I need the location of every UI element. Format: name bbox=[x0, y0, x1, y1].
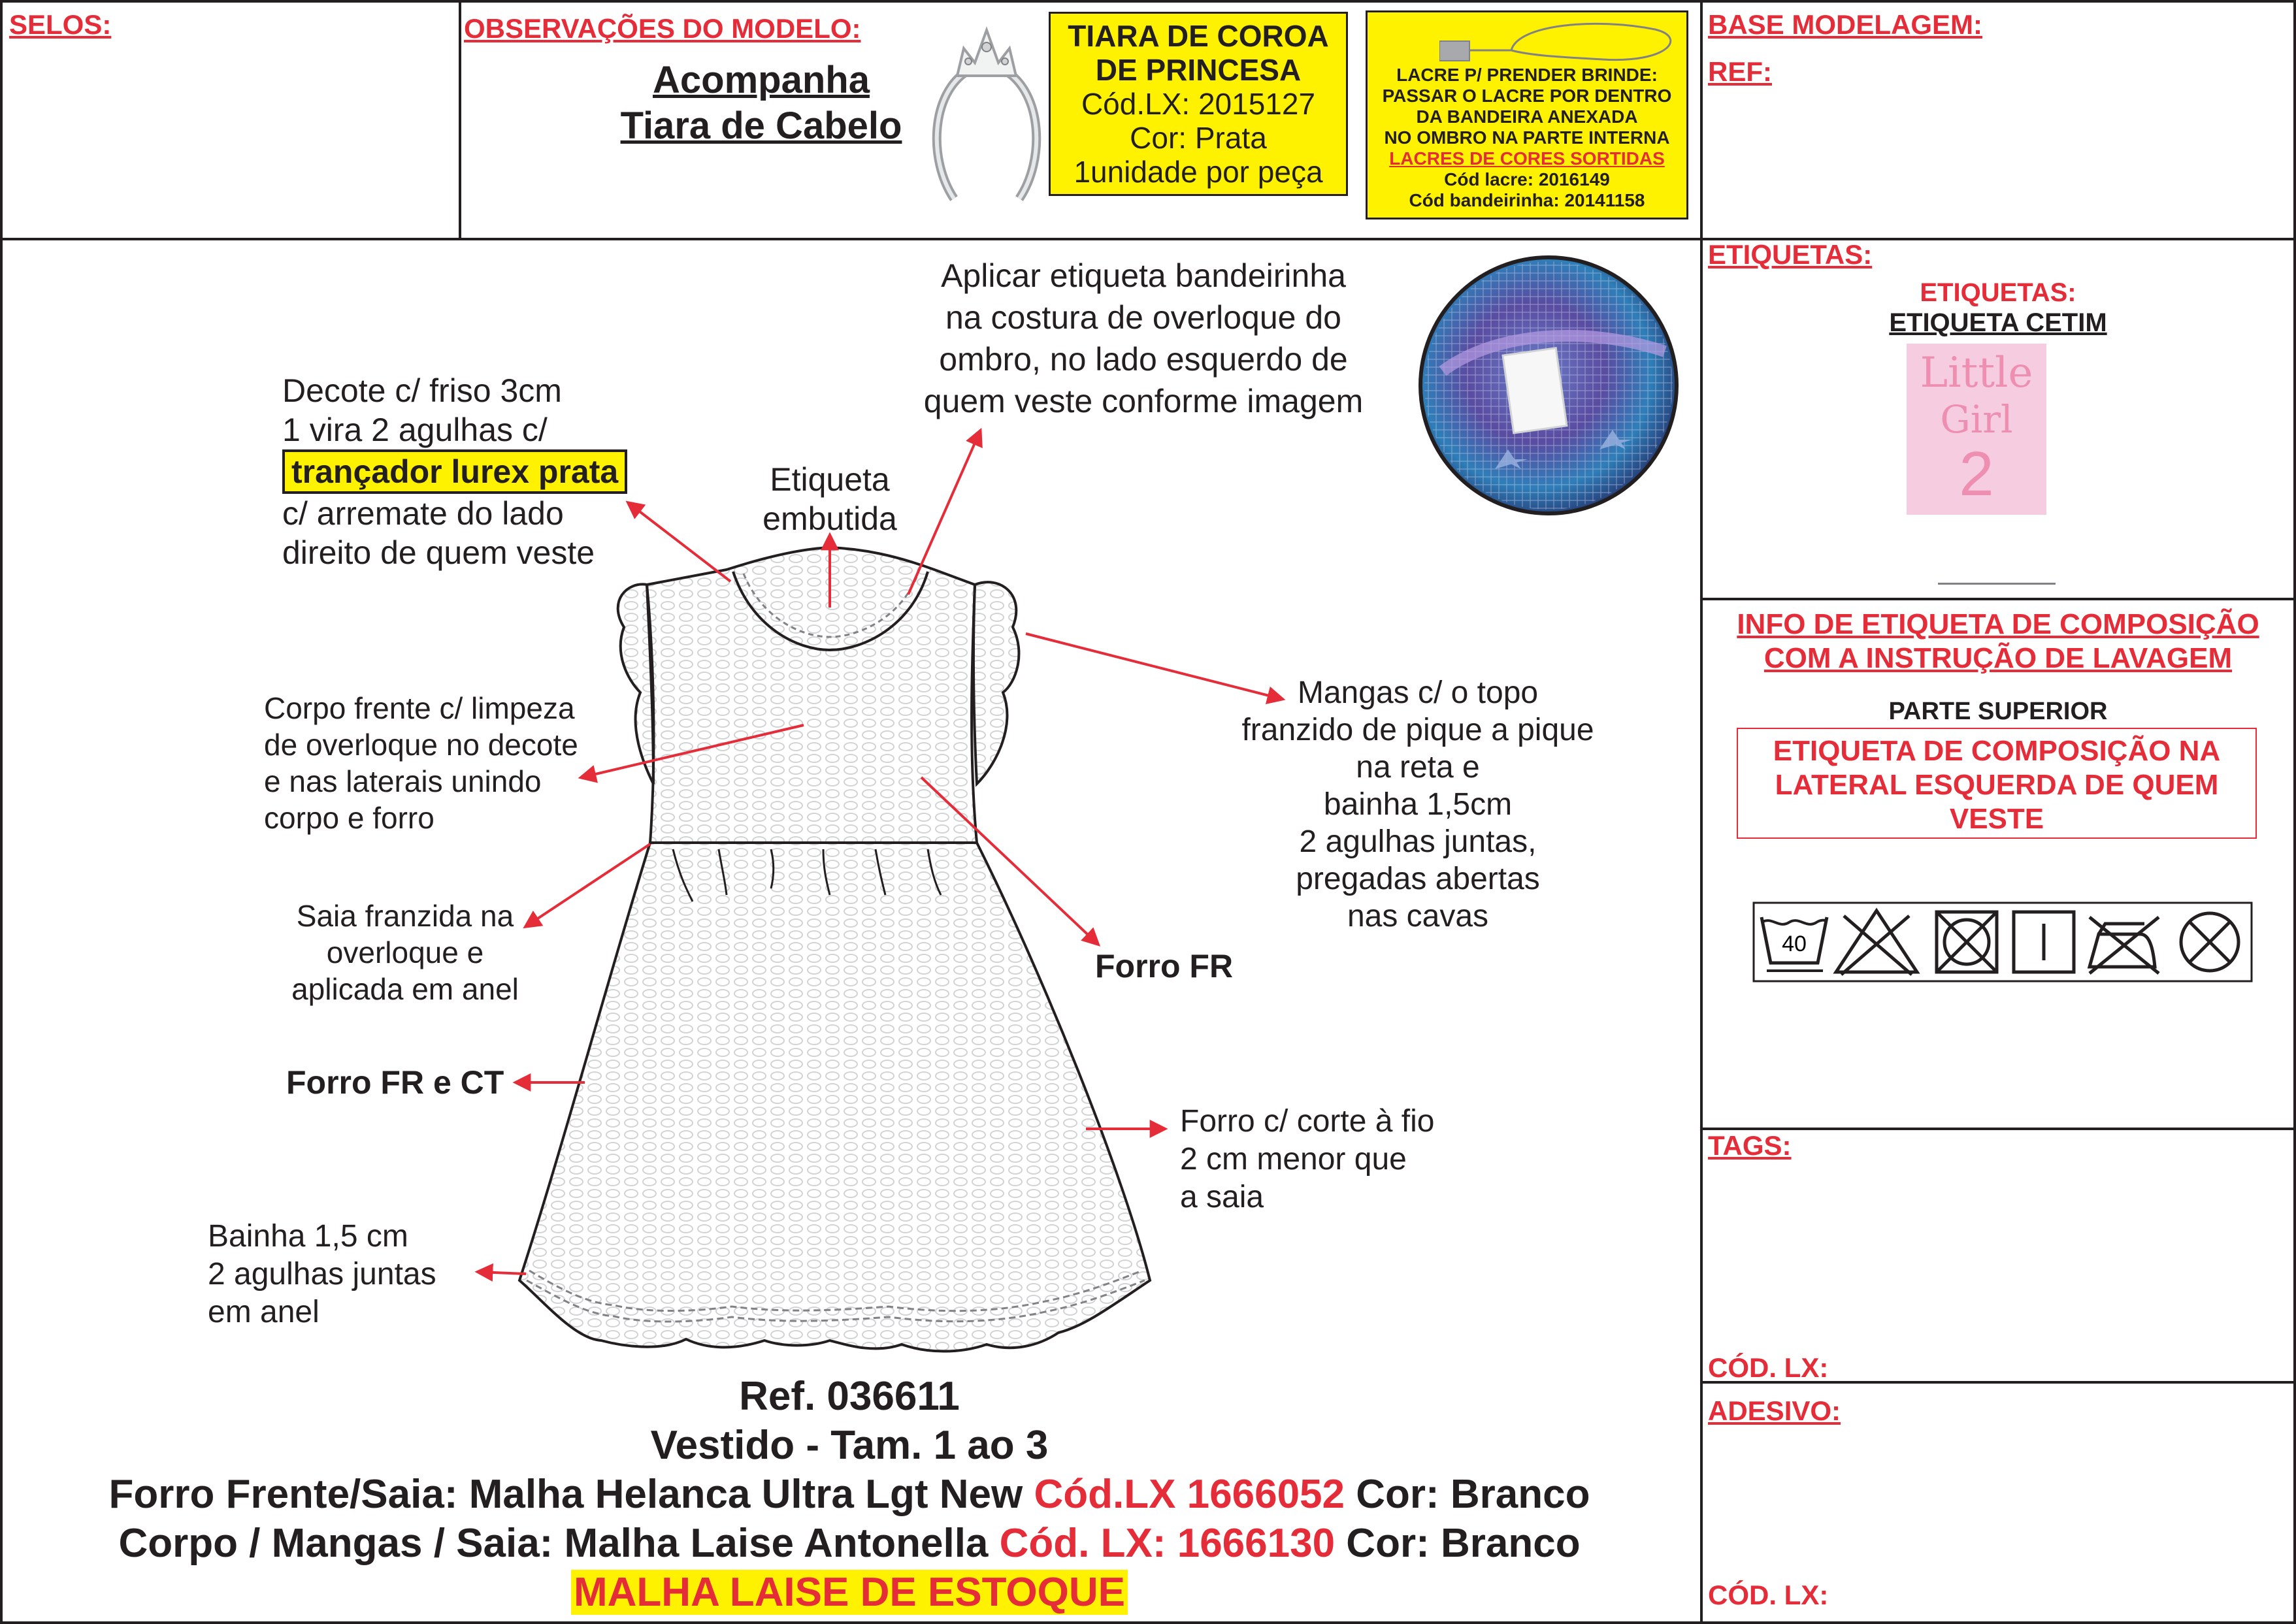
mangas-line-4: bainha 1,5cm bbox=[1323, 787, 1513, 822]
no-tumble-dry-icon bbox=[1937, 912, 1997, 972]
bandeirinha-line-4: quem veste conforme imagem bbox=[923, 383, 1364, 419]
tags-label: TAGS: bbox=[1708, 1130, 1792, 1161]
mangas-line-2: franzido de pique a pique bbox=[1241, 713, 1594, 747]
info-line-2: COM A INSTRUÇÃO DE LAVAGEM bbox=[1763, 642, 2233, 674]
note-forro-fr: Forro FR bbox=[1095, 948, 1234, 984]
info-line-1: INFO DE ETIQUETA DE COMPOSIÇÃO bbox=[1737, 608, 2259, 640]
composicao-box bbox=[1737, 728, 2257, 839]
comp-line-2: LATERAL ESQUERDA DE QUEM bbox=[1775, 769, 2219, 801]
note-forro-fr-ct: Forro FR e CT bbox=[286, 1064, 504, 1101]
forro-corte-line-1: Forro c/ corte à fio bbox=[1180, 1104, 1435, 1139]
lacre-line-5: LACRES DE CORES SORTIDAS bbox=[1389, 148, 1665, 169]
decote-highlight: trançador lurex prata bbox=[282, 449, 627, 494]
little-girl-label bbox=[1907, 344, 2046, 515]
bandeirinha-photo bbox=[1417, 253, 1681, 517]
tiara-note-line-2: Tiara de Cabelo bbox=[620, 105, 902, 147]
forro-corte-line-2: 2 cm menor que bbox=[1180, 1142, 1407, 1177]
etiquetas-label: ETIQUETAS: bbox=[1708, 239, 1873, 270]
saia-line-3: aplicada em anel bbox=[291, 972, 519, 1006]
lacre-line-3: DA BANDEIRA ANEXADA bbox=[1416, 106, 1638, 127]
tiara-line-2: DE PRINCESA bbox=[1095, 53, 1302, 87]
footer-ref: Ref. 036611 bbox=[739, 1374, 960, 1419]
decote-line-5: direito de quem veste bbox=[282, 534, 595, 571]
tags-cod-lx: CÓD. LX: bbox=[1708, 1352, 1829, 1383]
saia-line-2: overloque e bbox=[326, 935, 484, 969]
tiara-line-4: Cor: Prata bbox=[1130, 121, 1267, 155]
mangas-line-6: pregadas abertas bbox=[1296, 862, 1540, 896]
corpo-line-1: Corpo frente c/ limpeza bbox=[264, 691, 575, 725]
footer-corpo: Corpo / Mangas / Saia: Malha Laise Antonella Cód. LX: 1666130 Cor: Branco bbox=[118, 1521, 1581, 1566]
lacre-line-1: LACRE P/ PRENDER BRINDE: bbox=[1396, 65, 1658, 85]
label-brand-line-1: Little bbox=[1920, 349, 2033, 397]
note-corpo bbox=[264, 690, 578, 836]
adesivo-cod-lx: CÓD. LX: bbox=[1708, 1580, 1829, 1610]
base-label: BASE MODELAGEM: bbox=[1708, 9, 1982, 40]
mangas-line-3: na reta e bbox=[1356, 750, 1480, 785]
ref-label: REF: bbox=[1708, 56, 1772, 87]
footer-estoque: MALHA LAISE DE ESTOQUE bbox=[20, 1568, 1679, 1617]
label-size: 2 bbox=[1959, 439, 1994, 509]
decote-line-4: c/ arremate do lado bbox=[282, 495, 564, 532]
tiara-line-1: TIARA DE COROA bbox=[1068, 19, 1329, 53]
obs-label: OBSERVAÇÕES DO MODELO: bbox=[464, 13, 861, 44]
info-box bbox=[1700, 598, 2296, 1130]
label-divider bbox=[1938, 583, 2056, 585]
comp-line-3: VESTE bbox=[1949, 803, 2044, 835]
corpo-line-4: corpo e forro bbox=[264, 801, 435, 835]
mangas-line-5: 2 agulhas juntas, bbox=[1299, 824, 1537, 859]
mangas-line-1: Mangas c/ o topo bbox=[1297, 675, 1539, 710]
footer-title: Vestido - Tam. 1 ao 3 bbox=[650, 1423, 1049, 1468]
forro-corte-line-3: a saia bbox=[1180, 1180, 1264, 1214]
bainha-line-2: 2 agulhas juntas bbox=[208, 1257, 436, 1291]
lacre-line-7: Cód bandeirinha: 20141158 bbox=[1409, 190, 1645, 210]
bainha-line-3: em anel bbox=[208, 1295, 320, 1329]
lacre-line-2: PASSAR O LACRE POR DENTRO bbox=[1382, 86, 1672, 106]
lacre-line-4: NO OMBRO NA PARTE INTERNA bbox=[1384, 127, 1670, 148]
selos-label: SELOS: bbox=[9, 9, 112, 40]
note-forro-corte bbox=[1180, 1103, 1434, 1216]
footer-forro: Forro Frente/Saia: Malha Helanca Ultra Lgt New Cód.LX 1666052 Cor: Branco bbox=[108, 1472, 1590, 1517]
note-saia bbox=[274, 898, 536, 1007]
bainha-line-1: Bainha 1,5 cm bbox=[208, 1219, 408, 1254]
parte-superior: PARTE SUPERIOR bbox=[1888, 698, 2108, 725]
footer bbox=[20, 1372, 1679, 1617]
decote-line-1: Decote c/ friso 3cm bbox=[282, 372, 562, 409]
wash-symbols bbox=[1752, 901, 2253, 983]
corpo-line-3: e nas laterais unindo bbox=[264, 764, 542, 798]
saia-line-1: Saia franzida na bbox=[296, 899, 514, 933]
comp-line-1: ETIQUETA DE COMPOSIÇÃO NA bbox=[1773, 735, 2221, 767]
tiara-line-3: Cód.LX: 2015127 bbox=[1081, 87, 1316, 121]
etiquetas-sub: ETIQUETAS: bbox=[1920, 278, 2076, 307]
label-brand-line-2: Girl bbox=[1940, 397, 2013, 442]
wash-temp: 40 bbox=[1782, 932, 1807, 956]
bandeirinha-line-1: Aplicar etiqueta bandeirinha bbox=[941, 257, 1346, 294]
bandeirinha-line-3: ombro, no lado esquerdo de bbox=[939, 341, 1348, 378]
tiara-note-line-1: Acompanha bbox=[653, 59, 870, 101]
mangas-line-7: nas cavas bbox=[1347, 899, 1489, 934]
adesivo-label: ADESIVO: bbox=[1708, 1395, 1841, 1426]
info-heading bbox=[1700, 608, 2296, 675]
note-bandeirinha bbox=[876, 255, 1411, 422]
note-bainha bbox=[208, 1218, 436, 1331]
tags-box bbox=[1700, 1128, 2296, 1384]
note-mangas bbox=[1215, 674, 1620, 935]
etiqueta-line-2: embutida bbox=[763, 500, 897, 537]
lacre-line-6: Cód lacre: 2016149 bbox=[1444, 169, 1610, 189]
decote-line-2: 1 vira 2 agulhas c/ bbox=[282, 412, 548, 448]
bandeirinha-line-2: na costura de overloque do bbox=[945, 299, 1341, 336]
note-decote bbox=[282, 371, 627, 572]
corpo-line-2: de overloque no decote bbox=[264, 728, 578, 762]
etiqueta-line-1: Etiqueta bbox=[770, 461, 890, 498]
note-etiqueta-embutida bbox=[738, 460, 921, 538]
tiara-line-5: 1unidade por peça bbox=[1074, 155, 1323, 189]
etiqueta-cetim: ETIQUETA CETIM bbox=[1889, 308, 2107, 337]
